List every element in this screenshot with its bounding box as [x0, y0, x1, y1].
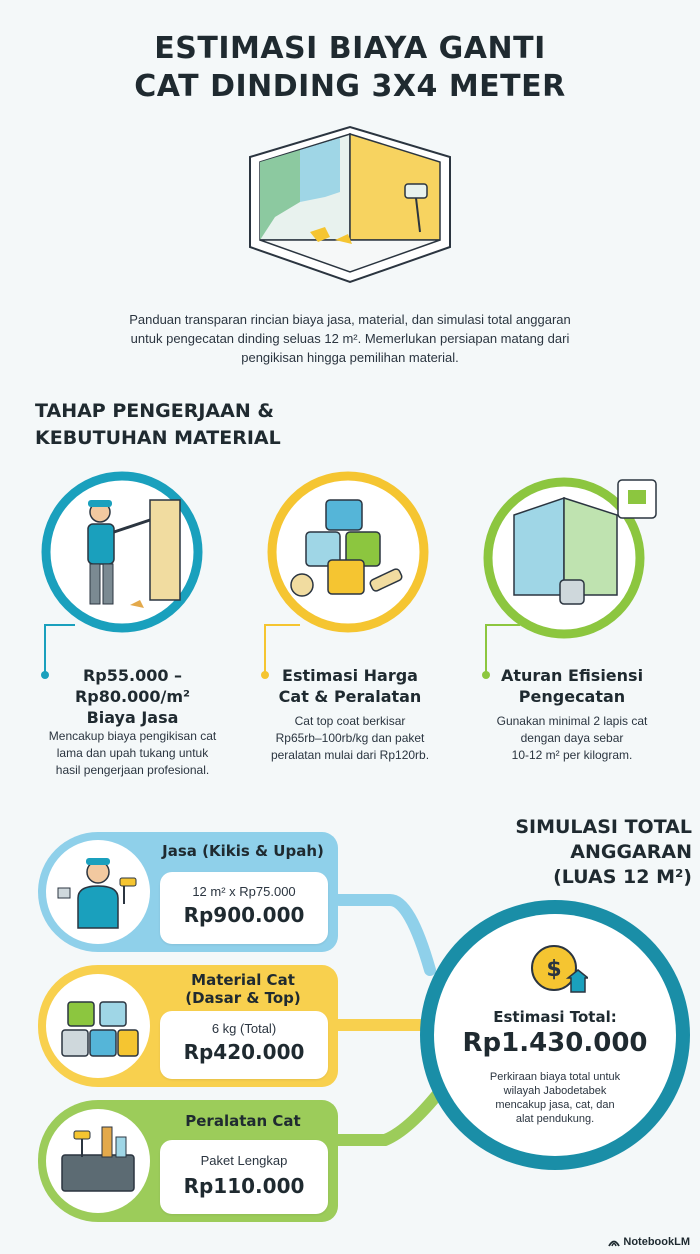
- step-body-line: peralatan mulai dari Rp120rb.: [270, 748, 430, 762]
- toolbox-icon: [44, 1107, 152, 1215]
- sim-card-peralatan: [38, 1100, 338, 1222]
- step-heading: [30, 665, 235, 728]
- section-title-line-2: KEBUTUHAN MATERIAL: [35, 427, 281, 449]
- sim-card-material: [38, 965, 338, 1087]
- step-body-line: Rp65rb–100rb/kg dan paket: [275, 731, 425, 745]
- step-card-efisiensi: [472, 665, 672, 764]
- step-body-line: Gunakan minimal 2 lapis cat: [496, 714, 648, 728]
- sim-card-body: [160, 1011, 328, 1079]
- step-heading-line: Estimasi Harga: [282, 666, 418, 685]
- step-heading-line: Pengecatan: [518, 687, 626, 706]
- step-heading-line: Biaya Jasa: [86, 708, 179, 727]
- intro-text: [100, 310, 600, 367]
- footer-brand: [608, 1236, 690, 1248]
- sim-card-jasa: [38, 832, 338, 952]
- title-line-2: CAT DINDING 3X4 METER: [134, 69, 566, 104]
- total-note: [460, 1070, 650, 1126]
- step-body: [472, 713, 672, 764]
- step-card-jasa: [30, 665, 235, 779]
- sim-price: Rp110.000: [183, 1174, 305, 1198]
- intro-line-3: pengikisan hingga pemilihan material.: [241, 350, 459, 365]
- step-body-line: Mencakup biaya pengikisan cat: [48, 729, 217, 743]
- sim-label-line: (Dasar & Top): [185, 989, 301, 1007]
- sim-price: Rp420.000: [183, 1040, 305, 1064]
- simulation-title-line: ANGGARAN: [570, 841, 692, 863]
- total-note-line: wilayah Jabodetabek: [503, 1085, 607, 1097]
- total-note-line: Perkiraan biaya total untuk: [489, 1071, 621, 1083]
- total-circle: [420, 900, 690, 1170]
- step-heading: [472, 665, 672, 707]
- footer-brand-text: NotebookLM: [623, 1236, 690, 1248]
- section-title-steps: [35, 398, 355, 452]
- title-line-1: ESTIMASI BIAYA GANTI: [154, 31, 546, 66]
- step-body: [30, 728, 235, 779]
- money-house-icon: [528, 942, 588, 998]
- step-body-line: lama dan upah tukang untuk: [56, 746, 209, 760]
- section-title-line-1: TAHAP PENGERJAAN &: [35, 400, 274, 422]
- step-heading-line: Rp80.000/m²: [74, 687, 191, 706]
- sim-label: Jasa (Kikis & Upah): [162, 842, 324, 860]
- step-body-line: hasil pengerjaan profesional.: [55, 763, 210, 777]
- room-painting-icon: [240, 122, 460, 292]
- step-heading: [250, 665, 450, 707]
- sim-label: Peralatan Cat: [185, 1112, 301, 1130]
- painter-icon: [44, 838, 152, 946]
- total-value: Rp1.430.000: [462, 1028, 648, 1058]
- sim-card-body: [160, 1140, 328, 1214]
- sim-detail: 12 m² x Rp75.000: [192, 884, 296, 899]
- step-card-harga: [250, 665, 450, 764]
- sim-detail: Paket Lengkap: [200, 1153, 288, 1168]
- sim-label-line: Material Cat: [191, 971, 295, 989]
- sim-card-body: [160, 872, 328, 944]
- step-heading-line: Rp55.000 –: [82, 666, 183, 685]
- step-body: [250, 713, 450, 764]
- step-body-line: Cat top coat berkisar: [294, 714, 406, 728]
- step-body-line: dengan daya sebar: [520, 731, 624, 745]
- intro-line-2: untuk pengecatan dinding seluas 12 m². Memerlukan persiapan matang dari: [130, 331, 570, 346]
- total-label: Estimasi Total:: [493, 1008, 617, 1026]
- simulation-title-line: (LUAS 12 M²): [553, 866, 692, 888]
- total-note-line: mencakup jasa, cat, dan: [495, 1099, 615, 1111]
- paint-buckets-icon: [44, 972, 152, 1080]
- step-body-line: 10-12 m² per kilogram.: [511, 748, 633, 762]
- total-note-line: alat pendukung.: [515, 1113, 595, 1125]
- sim-detail: 6 kg (Total): [211, 1021, 277, 1036]
- step-heading-line: Aturan Efisiensi: [500, 666, 644, 685]
- page-title: [0, 30, 700, 106]
- svg-text:$: $: [546, 957, 562, 982]
- simulation-title-line: SIMULASI TOTAL: [515, 816, 692, 838]
- notebooklm-logo-icon: [608, 1237, 620, 1247]
- sim-price: Rp900.000: [183, 903, 305, 927]
- sim-label: [148, 971, 338, 1007]
- step-heading-line: Cat & Peralatan: [278, 687, 422, 706]
- intro-line-1: Panduan transparan rincian biaya jasa, material, dan simulasi total anggaran: [129, 312, 571, 327]
